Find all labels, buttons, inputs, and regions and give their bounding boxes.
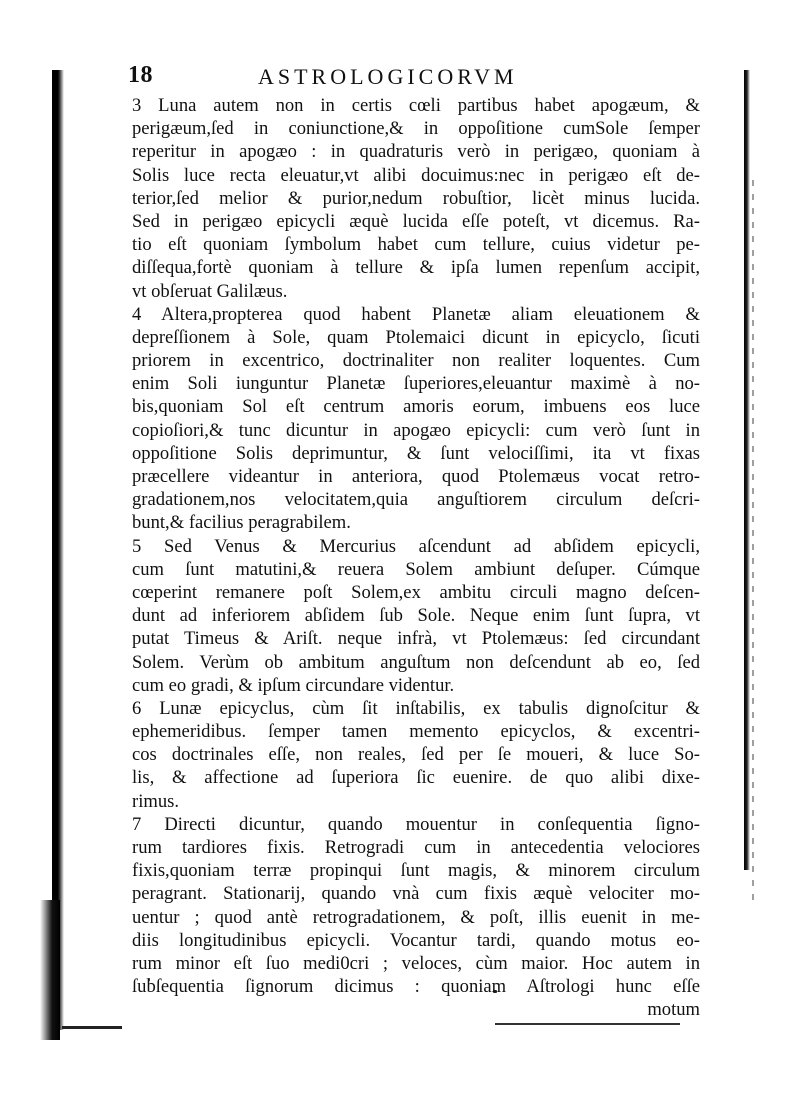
text-line: 4 Altera,propterea quod habent Planetæ aliam eleuationem & (132, 303, 700, 325)
page-number: 18 (128, 62, 153, 88)
text-line: 3 Luna autem non in certis cœli partibus habet apogæum, & (132, 95, 700, 116)
text-line: priorem in excentrico, doctrinaliter non realiter loquentes. Cum (132, 350, 700, 372)
page-edge-right (744, 70, 750, 870)
text-line: rimus. (132, 790, 180, 812)
text-line: cum eo gradi, & ipſum circundare videntur. (132, 674, 455, 696)
text-line: dunt ad inferiorem abſidem ſub Sole. Neque enim ſunt ſupra, vt (132, 605, 700, 627)
text-line: præcellere videantur in anteriora, quod Ptolemæus vocat retro- (132, 466, 700, 487)
text-line: rum tardiores fixis. Retrogradi cum in antecedentia velociores (132, 837, 700, 858)
text-line: 6 Lunæ epicyclus, cùm ſit inſtabilis, ex tabulis dignoſcitur & (132, 697, 700, 719)
binding-shadow (52, 70, 64, 1030)
text-line: cos doctrinales eſſe, non reales, ſed per ſe moueri, & luce So- (132, 744, 700, 766)
text-line: rum minor eſt ſuo medi0cri ; veloces, cùm maior. Hoc autem in (132, 952, 700, 974)
text-line: terior,ſed melior & purior,nedum robuſtior, licèt minus lucida. (132, 187, 700, 209)
text-line: oppoſitione Solis deprimuntur, & ſunt velociſſimi, ita vt fixas (132, 442, 700, 464)
text-line: bunt,& facilius peragrabilem. (132, 512, 351, 534)
bottom-edge-mark-left (62, 1026, 122, 1029)
running-title: ASTROLOGICORVM (258, 64, 518, 89)
text-line: copioſiori,& tunc dicuntur in apogæo epicycli: cum verò ſunt in (132, 419, 700, 441)
text-line: tio eſt quoniam ſymbolum habet cum tellure, cuius videtur pe- (132, 234, 700, 256)
binding-shadow-lower (40, 900, 60, 1040)
text-line: Solis luce recta eleuatur,vt alibi docuimus:nec in perigæo eſt de- (132, 164, 700, 186)
text-line: vt obſeruat Galilæus. (132, 280, 288, 302)
running-head (128, 62, 688, 96)
text-line: diſſequa,fortè quoniam à tellure & ipſa lumen repenſum accipit, (132, 257, 700, 279)
text-line: uentur ; quod antè retrogradationem, & poſt, illis euenit in me- (132, 906, 700, 928)
text-line: cœperint remanere poſt Solem,ex ambitu circuli magno deſcen- (132, 581, 700, 603)
text-line: lis, & affectione ad ſuperiora ſic euenire. de quo alibi dixe- (132, 767, 700, 789)
text-line: diis longitudinibus epicycli. Vocantur tardi, quando motus eo- (132, 929, 700, 951)
text-line: 5 Sed Venus & Mercurius aſcendunt ad abſidem epicycli, (132, 535, 700, 557)
body-text (132, 94, 700, 1022)
text-line: fixis,quoniam terræ propinqui ſunt magis, & minorem circulum (132, 860, 700, 882)
text-line: peragrant. Stationarij, quando vnà cum fixis æquè velociter mo- (132, 883, 700, 905)
text-line: reperitur in apogæo : in quadraturis verò in perigæo, quoniam à (132, 141, 700, 163)
page-edge-right-faint (752, 180, 754, 900)
text-line: ſubſequentia ſignorum dicimus : quoniam Aſtrologi hunc eſſe (132, 976, 700, 998)
text-line: Sed in perigæo epicycli æquè lucida eſſe poteſt, vt dicemus. Ra- (132, 210, 700, 232)
text-line: ephemeridibus. ſemper tamen memento epicyclos, & excentri- (132, 721, 700, 743)
text-line: Solem. Verùm ob ambitum anguſtum non deſcendunt ab eo, ſed (132, 651, 700, 673)
text-line: putat Timeus & Ariſt. neque infrà, vt Ptolemæus: ſed circundant (132, 628, 700, 650)
text-line: gradationem,nos velocitatem,quia anguſtiorem circulum deſcri- (132, 489, 700, 511)
text-line: depreſſionem à Sole, quam Ptolemaici dicunt in epicyclo, ſicuti (132, 326, 700, 348)
text-line: cum ſunt matutini,& reuera Solem ambiunt deſuper. Cúmque (132, 558, 700, 580)
text-line: perigæum,ſed in coniunctione,& in oppoſitione cumSole ſemper (132, 118, 700, 140)
text-line: enim Soli iunguntur Planetæ ſuperiores,eleuantur maximè à no- (132, 373, 700, 395)
text-line: 7 Directi dicuntur, quando mouentur in conſequentia ſigno- (132, 813, 700, 835)
bottom-edge-mark-right (495, 1023, 680, 1025)
text-line: bis,quoniam Sol eſt centrum amoris eorum, imbuens eos luce (132, 396, 700, 418)
catchword: motum (647, 999, 700, 1021)
